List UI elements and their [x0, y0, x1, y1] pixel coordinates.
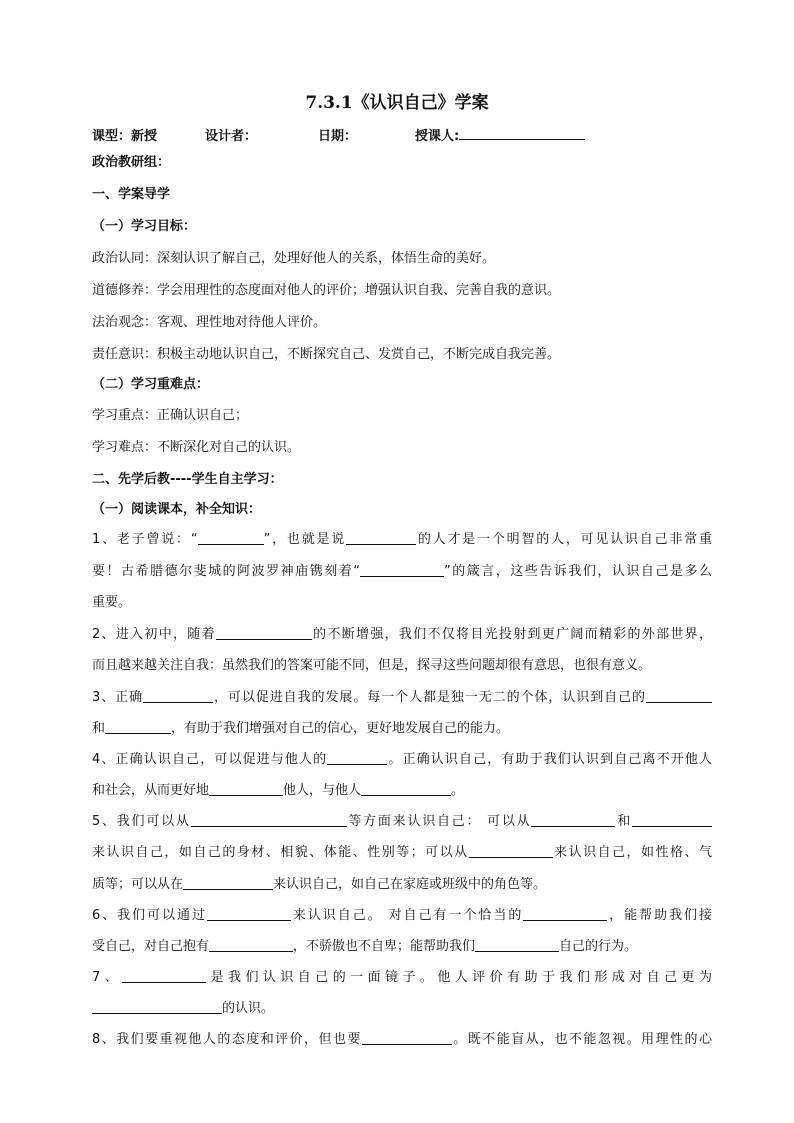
text: 。 [451, 783, 465, 798]
text: ”，也就是说 [263, 532, 347, 547]
fill-blank[interactable] [469, 843, 553, 858]
fill-blank[interactable] [198, 530, 264, 545]
text: ，可以促进自我的发展。每一个人都是独一无二的个体，认识到自己的 [213, 690, 646, 705]
fill-blank[interactable] [346, 530, 416, 545]
text: ，不骄傲也不自卑；能帮助我们 [293, 939, 476, 954]
subsection-heading: （一）阅读课本，补全知识： [92, 502, 262, 517]
goal-line: 责任意识：积极主动地认识自己，不断探究自己、发赏自己，不断完成自我完善。 [92, 347, 561, 362]
teacher-label-text: 授课人: [415, 129, 460, 144]
text: 来认识自己，如自己的身材、相貌、体能、性别等；可以从 [92, 845, 469, 860]
text: 和社会，从而更好地 [92, 783, 210, 798]
text: 要！古希腊德尔斐城的阿波罗神庙镌刻着“ [92, 564, 360, 579]
designer-label: 设计者： [205, 129, 258, 144]
text: 的不断增强，我们不仅将目光投射到更广阔而精彩的外部世界， [311, 627, 712, 642]
text: 7、 [92, 970, 123, 985]
question-line [92, 719, 712, 739]
text: 8、我们要重视他人的态度和评价，但也要 [92, 1032, 362, 1047]
difficult-point-line: 学习难点：不断深化对自己的认识。 [92, 440, 301, 455]
question-line [92, 937, 712, 957]
text: 来认识自己，如性格、气 [552, 845, 712, 860]
text: 质等；可以从在 [92, 877, 184, 892]
fill-blank[interactable] [327, 750, 387, 765]
question-line: 重要。 [92, 595, 132, 610]
text: 自己的行为。 [559, 939, 638, 954]
group-label: 政治教研组： [92, 155, 171, 170]
text: ，有助于我们增强对自己的信心，更好地发展自己的能力。 [171, 721, 510, 736]
text: 是我们认识自己的一面镜子。他人评价有助于我们形成对自己更为 [206, 970, 712, 985]
fill-blank[interactable] [209, 781, 283, 796]
fill-blank[interactable] [183, 875, 273, 890]
meta-row [92, 125, 712, 145]
question-line [92, 562, 712, 582]
section-heading: 二、先学后教----学生自主学习： [92, 472, 283, 487]
fill-blank[interactable] [362, 1030, 452, 1045]
text: 4、正确认识自己，可以促进与他人的 [92, 752, 328, 767]
teacher-label [415, 125, 459, 144]
fill-blank[interactable] [523, 906, 607, 921]
question-line [92, 812, 712, 832]
text: 的人才是一个明智的人，可见认识自己非常重 [416, 532, 712, 547]
fill-blank[interactable] [143, 688, 213, 703]
subsection-heading: （二）学习重难点： [92, 377, 210, 392]
text: 受自己，对自己抱有 [92, 939, 210, 954]
fill-blank[interactable] [531, 812, 615, 827]
fill-blank[interactable] [475, 937, 559, 952]
question-line [92, 530, 712, 550]
question-line: 而且越来越关注自我：虽然我们的答案可能不同，但是，探寻这些问题却很有意思，也很有意义。 [92, 658, 652, 673]
goal-line: 道德修养：学会用理性的态度面对他人的评价；增强认识自我、完善自我的意识。 [92, 283, 561, 298]
text: 的认识。 [222, 1001, 275, 1016]
fill-blank[interactable] [646, 688, 712, 703]
teacher-blank[interactable] [459, 125, 585, 140]
text: 等方面来认识自己： 可以从 [346, 814, 532, 829]
text: 和 [615, 814, 632, 829]
question-line [92, 999, 712, 1019]
fill-blank[interactable] [105, 719, 171, 734]
text: 6、我们可以通过 [92, 908, 207, 923]
text: 来认识自己，如自己在家庭或班级中的角色等。 [273, 877, 547, 892]
question-line [92, 750, 712, 770]
fill-blank[interactable] [360, 562, 444, 577]
lesson-type-label: 课型：新授 [92, 129, 158, 144]
goal-line: 政治认同：深刻认识了解自己，处理好他人的关系，体悟生命的美好。 [92, 251, 496, 266]
fill-blank[interactable] [632, 812, 712, 827]
text: 5、我们可以从 [92, 814, 191, 829]
text: 来认识自己。 对自己有一个恰当的 [290, 908, 524, 923]
fill-blank[interactable] [209, 937, 293, 952]
question-line [92, 781, 712, 801]
question-line [92, 843, 712, 863]
fill-blank[interactable] [207, 906, 291, 921]
key-point-line: 学习重点：正确认识自己； [92, 408, 249, 423]
text: 他人，与他人 [283, 783, 362, 798]
question-line [92, 968, 712, 988]
question-line [92, 688, 712, 708]
text: 。正确认识自己，有助于我们认识到自己离不开他人 [387, 752, 712, 767]
fill-blank[interactable] [361, 781, 451, 796]
text: 。既不能盲从，也不能忽视。用理性的心 [451, 1032, 712, 1047]
question-line [92, 625, 712, 645]
text: ”的箴言，这些告诉我们，认识自己是多么 [444, 564, 712, 579]
fill-blank[interactable] [191, 812, 347, 827]
question-line [92, 906, 712, 926]
subsection-heading: （一）学习目标： [92, 219, 197, 234]
text: 1、老子曾说：“ [92, 532, 198, 547]
question-line [92, 875, 712, 895]
fill-blank[interactable] [216, 625, 312, 640]
text: 和 [92, 721, 106, 736]
date-label: 日期： [318, 129, 358, 144]
fill-blank[interactable] [122, 968, 206, 983]
text: 3、正确 [92, 690, 144, 705]
text: ，能帮助我们接 [607, 908, 712, 923]
text: 2、进入初中，随着 [92, 627, 216, 642]
question-line [92, 1030, 712, 1050]
page-title: 7.3.1《认识自己》学案 [305, 93, 489, 113]
goal-line: 法治观念：客观、理性地对待他人评价。 [92, 315, 327, 330]
section-heading: 一、学案导学 [92, 187, 171, 202]
fill-blank[interactable] [92, 999, 222, 1014]
